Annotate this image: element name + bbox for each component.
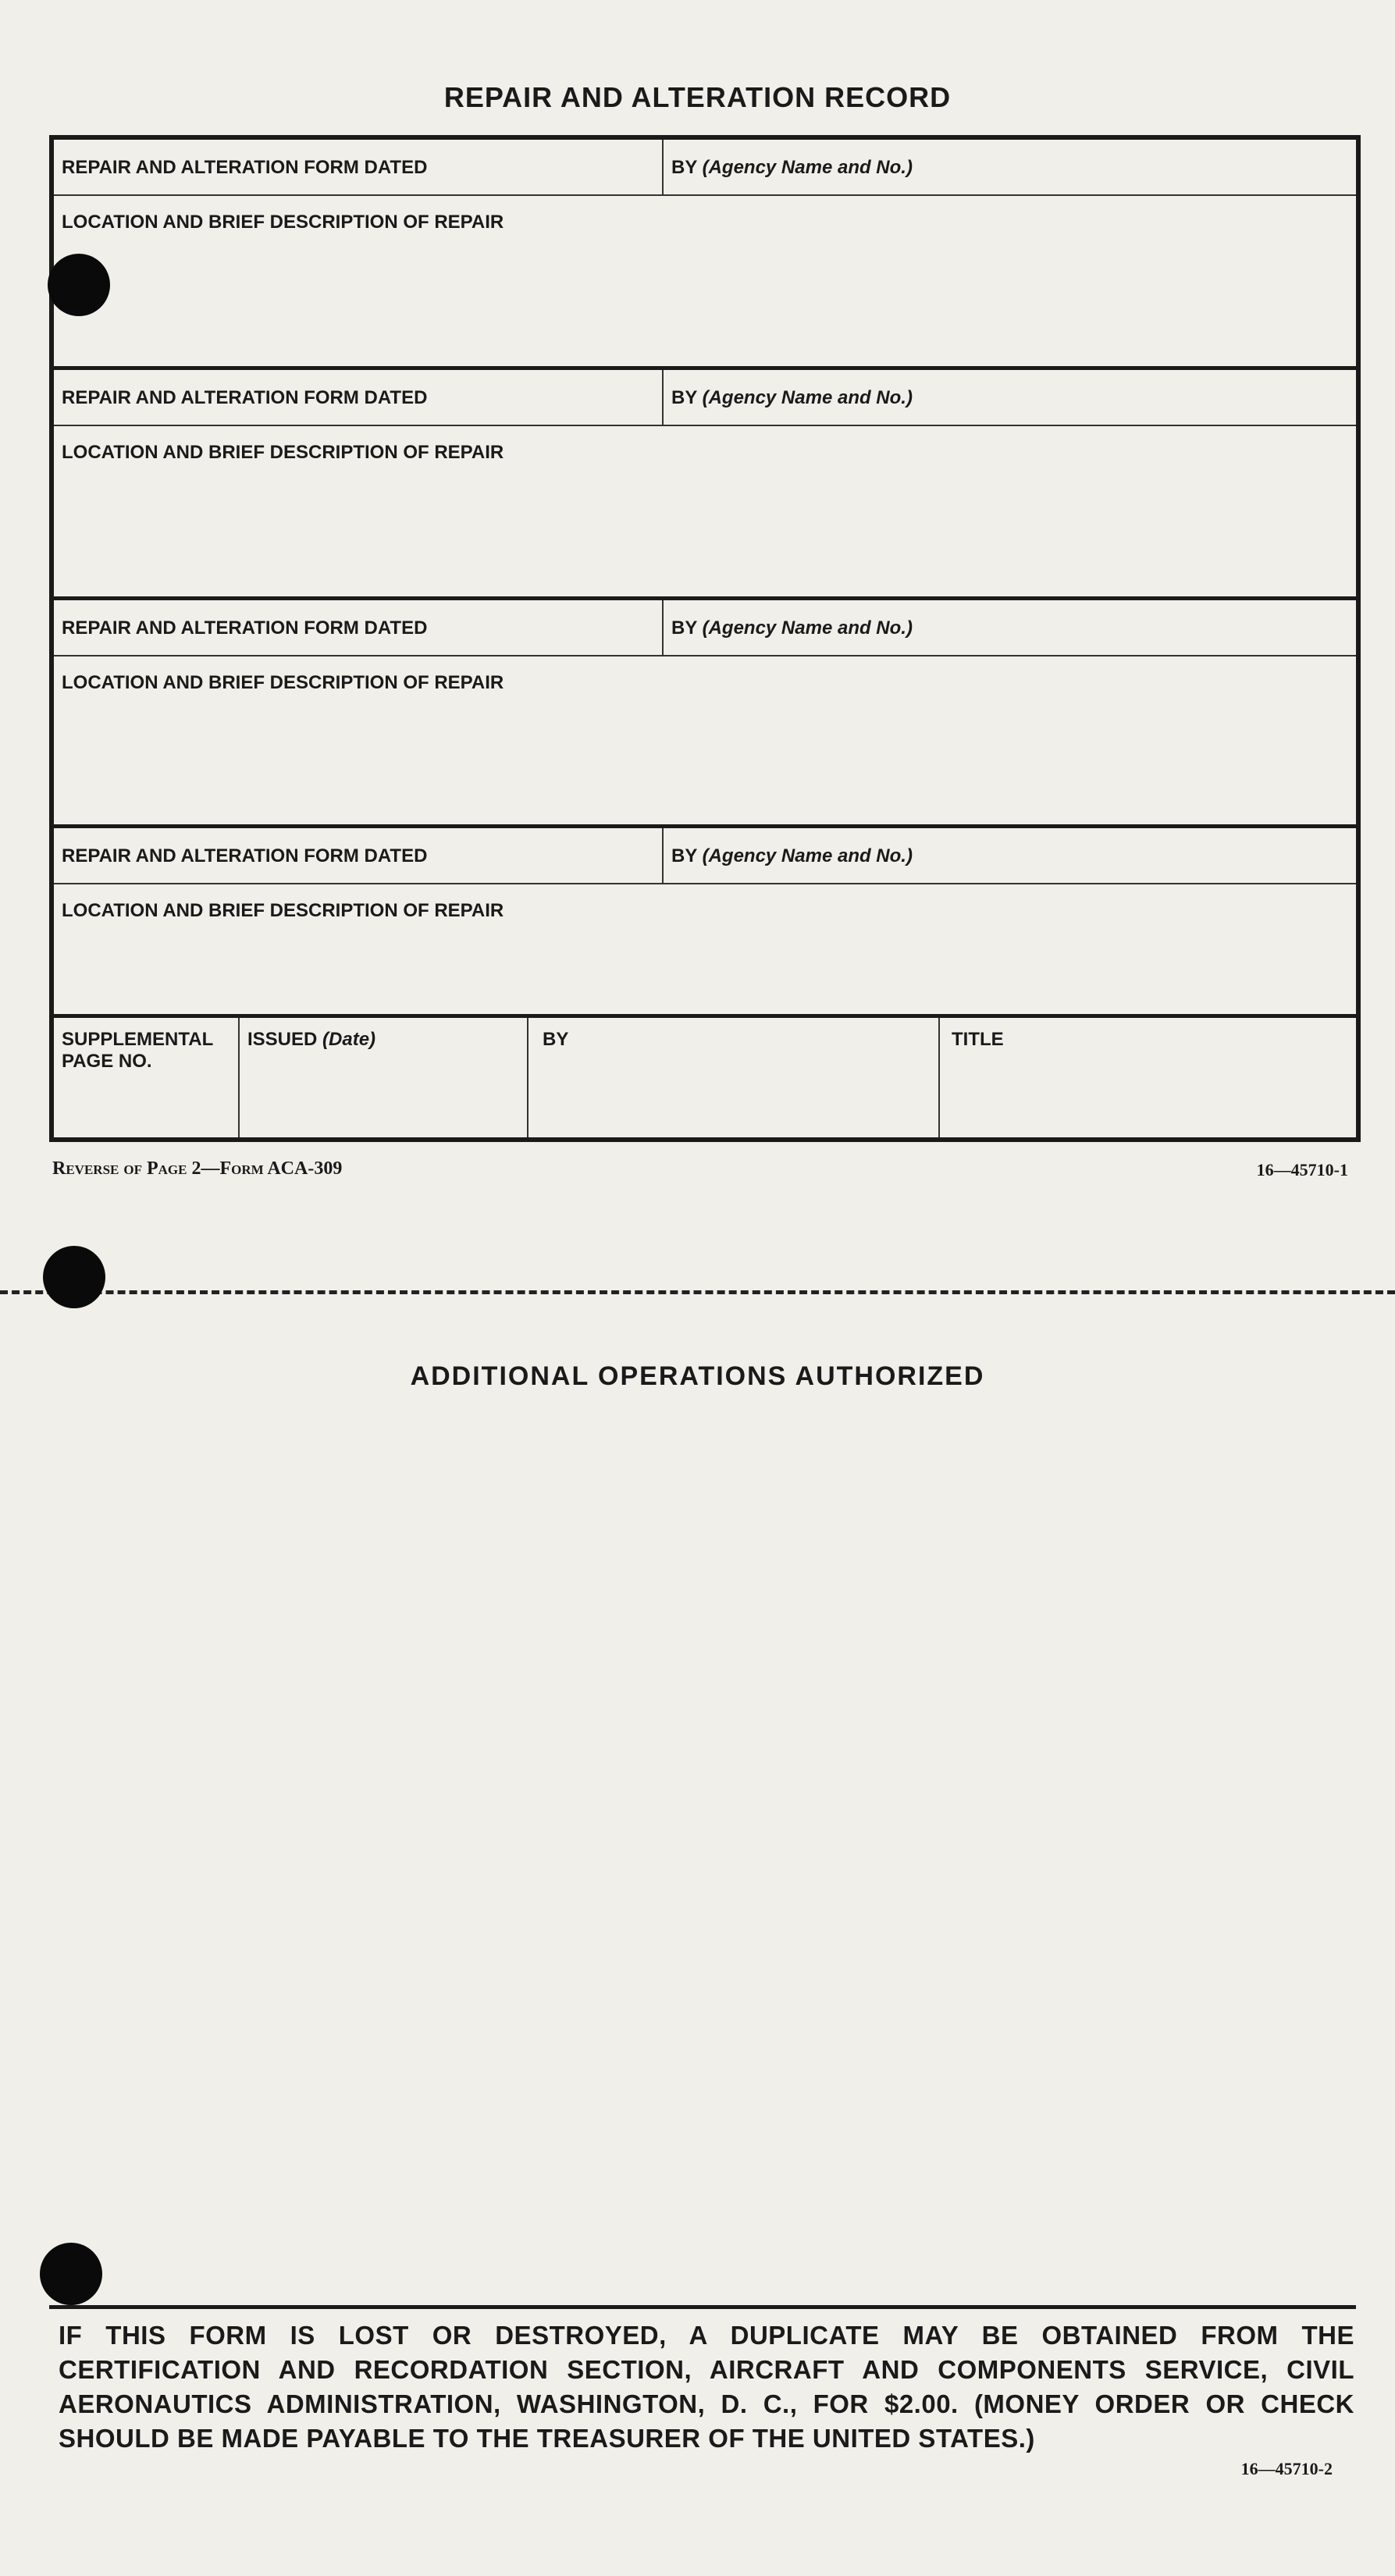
repair-section-2 bbox=[54, 370, 1356, 600]
location-label: LOCATION AND BRIEF DESCRIPTION OF REPAIR bbox=[62, 672, 504, 693]
location-label: LOCATION AND BRIEF DESCRIPTION OF REPAIR bbox=[62, 900, 504, 921]
repair-section-1 bbox=[54, 140, 1356, 370]
by-label: BY (Agency Name and No.) bbox=[671, 387, 913, 408]
by-label: BY (Agency Name and No.) bbox=[671, 845, 913, 866]
supplemental-row bbox=[54, 1018, 1356, 1137]
by-label: BY (Agency Name and No.) bbox=[671, 617, 913, 639]
form-number-2: 16—45710-2 bbox=[1240, 2459, 1333, 2478]
form-dated-label: REPAIR AND ALTERATION FORM DATED bbox=[62, 157, 428, 178]
repair-section-3 bbox=[54, 600, 1356, 828]
form-dated-label: REPAIR AND ALTERATION FORM DATED bbox=[62, 617, 428, 639]
title-label: TITLE bbox=[952, 1029, 1004, 1050]
page-no-label: PAGE NO. bbox=[62, 1051, 152, 1072]
form-number-1: 16—45710-1 bbox=[1256, 1160, 1348, 1179]
issued-label: ISSUED (Date) bbox=[247, 1029, 376, 1050]
location-label: LOCATION AND BRIEF DESCRIPTION OF REPAIR bbox=[62, 212, 504, 233]
by-label: BY (Agency Name and No.) bbox=[671, 157, 913, 178]
location-label: LOCATION AND BRIEF DESCRIPTION OF REPAIR bbox=[62, 442, 504, 463]
punch-hole-icon bbox=[43, 1246, 105, 1308]
repair-section-4 bbox=[54, 828, 1356, 1018]
fold-line-divider bbox=[0, 1290, 1395, 1294]
supplemental-label: SUPPLEMENTAL bbox=[62, 1029, 214, 1050]
repair-record-title: REPAIR AND ALTERATION RECORD bbox=[443, 81, 952, 113]
punch-hole-icon bbox=[40, 2243, 102, 2305]
form-dated-label: REPAIR AND ALTERATION FORM DATED bbox=[62, 845, 428, 866]
punch-hole-icon bbox=[48, 254, 110, 316]
form-reference: Reverse of Page 2—Form ACA-309 bbox=[52, 1158, 343, 1179]
supplemental-by-label: BY bbox=[543, 1029, 569, 1050]
lost-form-notice: IF THIS FORM IS LOST OR DESTROYED, A DUPLICATE MAY BE OBTAINED FROM THE CERTIFICATION AND RECORDATION SECTION, AIRCRAFT AND COMPONENTS SERVICE, CIVIL AERONAUTICS ADMINISTRATION, WASHINGTON, D. C., FOR $2.00. (MONEY ORDER OR CHECK SHOULD BE MADE PAYABLE TO THE TREASURER OF THE UNITED STATES.) bbox=[59, 2321, 1354, 2453]
notice-rule bbox=[49, 2305, 1356, 2309]
form-dated-label: REPAIR AND ALTERATION FORM DATED bbox=[62, 387, 428, 408]
additional-operations-title: ADDITIONAL OPERATIONS AUTHORIZED bbox=[410, 1361, 985, 1391]
repair-record-form bbox=[49, 135, 1361, 1142]
